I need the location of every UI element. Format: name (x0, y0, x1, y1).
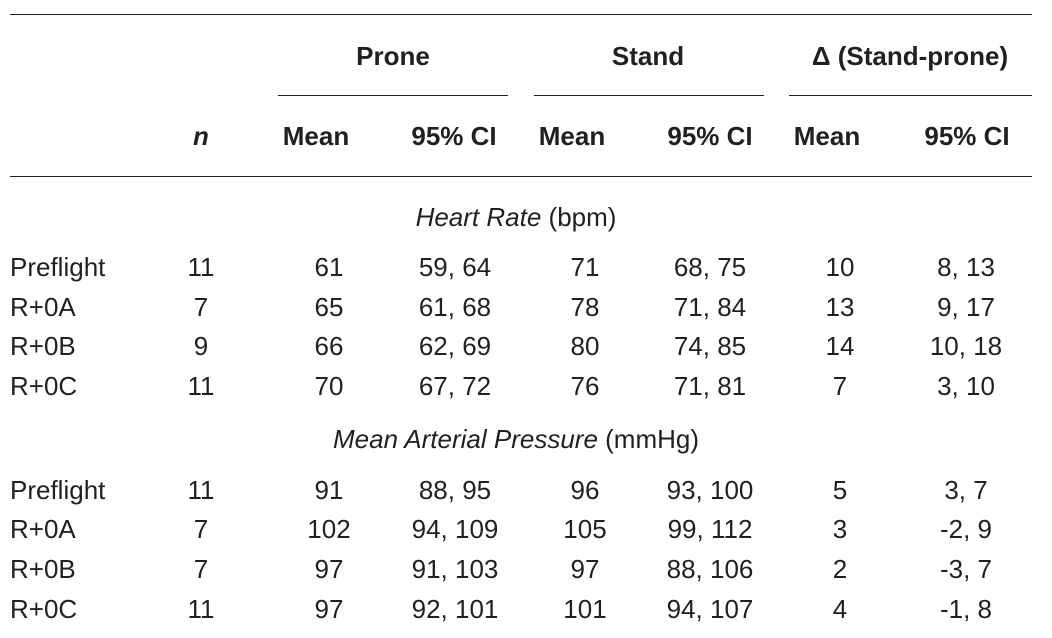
table-cell-label: R+0A (10, 292, 76, 322)
table-cell-stand-mean: 101 (563, 594, 607, 624)
table-cell-prone-mean: 97 (314, 594, 344, 624)
section-title-unit: (mmHg) (605, 424, 700, 454)
table-cell-prone-mean: 70 (314, 371, 344, 401)
table-cell-prone-mean: 65 (314, 292, 344, 322)
table-cell-label: Preflight (10, 475, 106, 505)
table-cell-delta-ci: -2, 9 (939, 514, 993, 544)
header-prone-ci: 95% CI (411, 121, 497, 151)
table-cell-delta-mean: 2 (832, 554, 848, 584)
group-header-prone: Prone (356, 41, 430, 71)
stand-group-rule (534, 95, 764, 96)
group-header-delta: Δ (Stand-prone) (811, 41, 1009, 71)
table-cell-delta-mean: 7 (832, 371, 848, 401)
table-cell-delta-mean: 4 (832, 594, 848, 624)
table-cell-n: 7 (193, 292, 209, 322)
table-cell-stand-ci: 71, 81 (673, 371, 747, 401)
section-title-heart-rate (0, 202, 1032, 232)
table-cell-stand-mean: 105 (563, 514, 607, 544)
table-cell-prone-mean: 61 (314, 252, 344, 282)
table-cell-prone-ci: 88, 95 (418, 475, 492, 505)
table-cell-label: R+0C (10, 594, 78, 624)
table-cell-stand-ci: 74, 85 (673, 331, 747, 361)
table-cell-prone-mean: 91 (314, 475, 344, 505)
header-n: n (193, 121, 209, 151)
section-title-unit: (bpm) (548, 202, 617, 232)
table-cell-delta-ci: 10, 18 (929, 331, 1003, 361)
header-delta-mean: Mean (793, 121, 861, 151)
section-title-map (0, 424, 1032, 454)
table-cell-prone-ci: 62, 69 (418, 331, 492, 361)
table-cell-n: 11 (187, 475, 215, 505)
table-cell-stand-mean: 71 (570, 252, 600, 282)
table-cell-delta-mean: 13 (825, 292, 855, 322)
header-stand-mean: Mean (538, 121, 606, 151)
table-cell-stand-mean: 97 (570, 554, 600, 584)
table-cell-stand-ci: 94, 107 (666, 594, 754, 624)
table-cell-n: 11 (187, 371, 215, 401)
table-cell-stand-ci: 88, 106 (666, 554, 754, 584)
top-rule (10, 14, 1032, 15)
table-cell-n: 7 (193, 554, 209, 584)
delta-group-rule (789, 95, 1032, 96)
header-delta-ci: 95% CI (924, 121, 1010, 151)
table-cell-delta-mean: 3 (832, 514, 848, 544)
table-cell-label: R+0B (10, 331, 76, 361)
section-title-main: Heart Rate (415, 202, 542, 232)
table-cell-delta-ci: 3, 7 (944, 475, 988, 505)
table-cell-delta-ci: 8, 13 (937, 252, 995, 282)
table-cell-label: R+0C (10, 371, 78, 401)
table-cell-stand-mean: 96 (570, 475, 600, 505)
table-cell-n: 9 (193, 331, 209, 361)
table-cell-stand-mean: 76 (570, 371, 600, 401)
prone-group-rule (278, 95, 508, 96)
table-cell-prone-mean: 102 (307, 514, 351, 544)
table-cell-prone-ci: 61, 68 (418, 292, 492, 322)
table-cell-stand-ci: 93, 100 (666, 475, 754, 505)
section-title-main: Mean Arterial Pressure (332, 424, 598, 454)
table-cell-n: 7 (193, 514, 209, 544)
table-cell-delta-ci: -1, 8 (939, 594, 993, 624)
table-cell-delta-mean: 10 (825, 252, 855, 282)
header-prone-mean: Mean (282, 121, 350, 151)
table-cell-n: 11 (187, 594, 215, 624)
table-cell-delta-mean: 5 (832, 475, 848, 505)
table-cell-delta-ci: 3, 10 (937, 371, 995, 401)
table-cell-n: 11 (187, 252, 215, 282)
table-cell-stand-mean: 78 (570, 292, 600, 322)
table-cell-prone-mean: 97 (314, 554, 344, 584)
table-cell-delta-mean: 14 (825, 331, 855, 361)
table-cell-stand-ci: 71, 84 (673, 292, 747, 322)
table-cell-stand-mean: 80 (570, 331, 600, 361)
table-cell-delta-ci: 9, 17 (937, 292, 995, 322)
table-cell-prone-ci: 92, 101 (411, 594, 499, 624)
table-cell-label: Preflight (10, 252, 106, 282)
table-cell-prone-ci: 91, 103 (411, 554, 499, 584)
table-cell-stand-ci: 99, 112 (667, 514, 753, 544)
header-bottom-rule (10, 176, 1032, 177)
table-cell-label: R+0A (10, 514, 76, 544)
table-cell-prone-ci: 59, 64 (418, 252, 492, 282)
table-cell-stand-ci: 68, 75 (673, 252, 747, 282)
table-cell-label: R+0B (10, 554, 76, 584)
header-stand-ci: 95% CI (667, 121, 753, 151)
table-cell-prone-mean: 66 (314, 331, 344, 361)
table-cell-delta-ci: -3, 7 (939, 554, 993, 584)
table-cell-prone-ci: 67, 72 (418, 371, 492, 401)
table-cell-prone-ci: 94, 109 (411, 514, 499, 544)
group-header-stand: Stand (611, 41, 685, 71)
